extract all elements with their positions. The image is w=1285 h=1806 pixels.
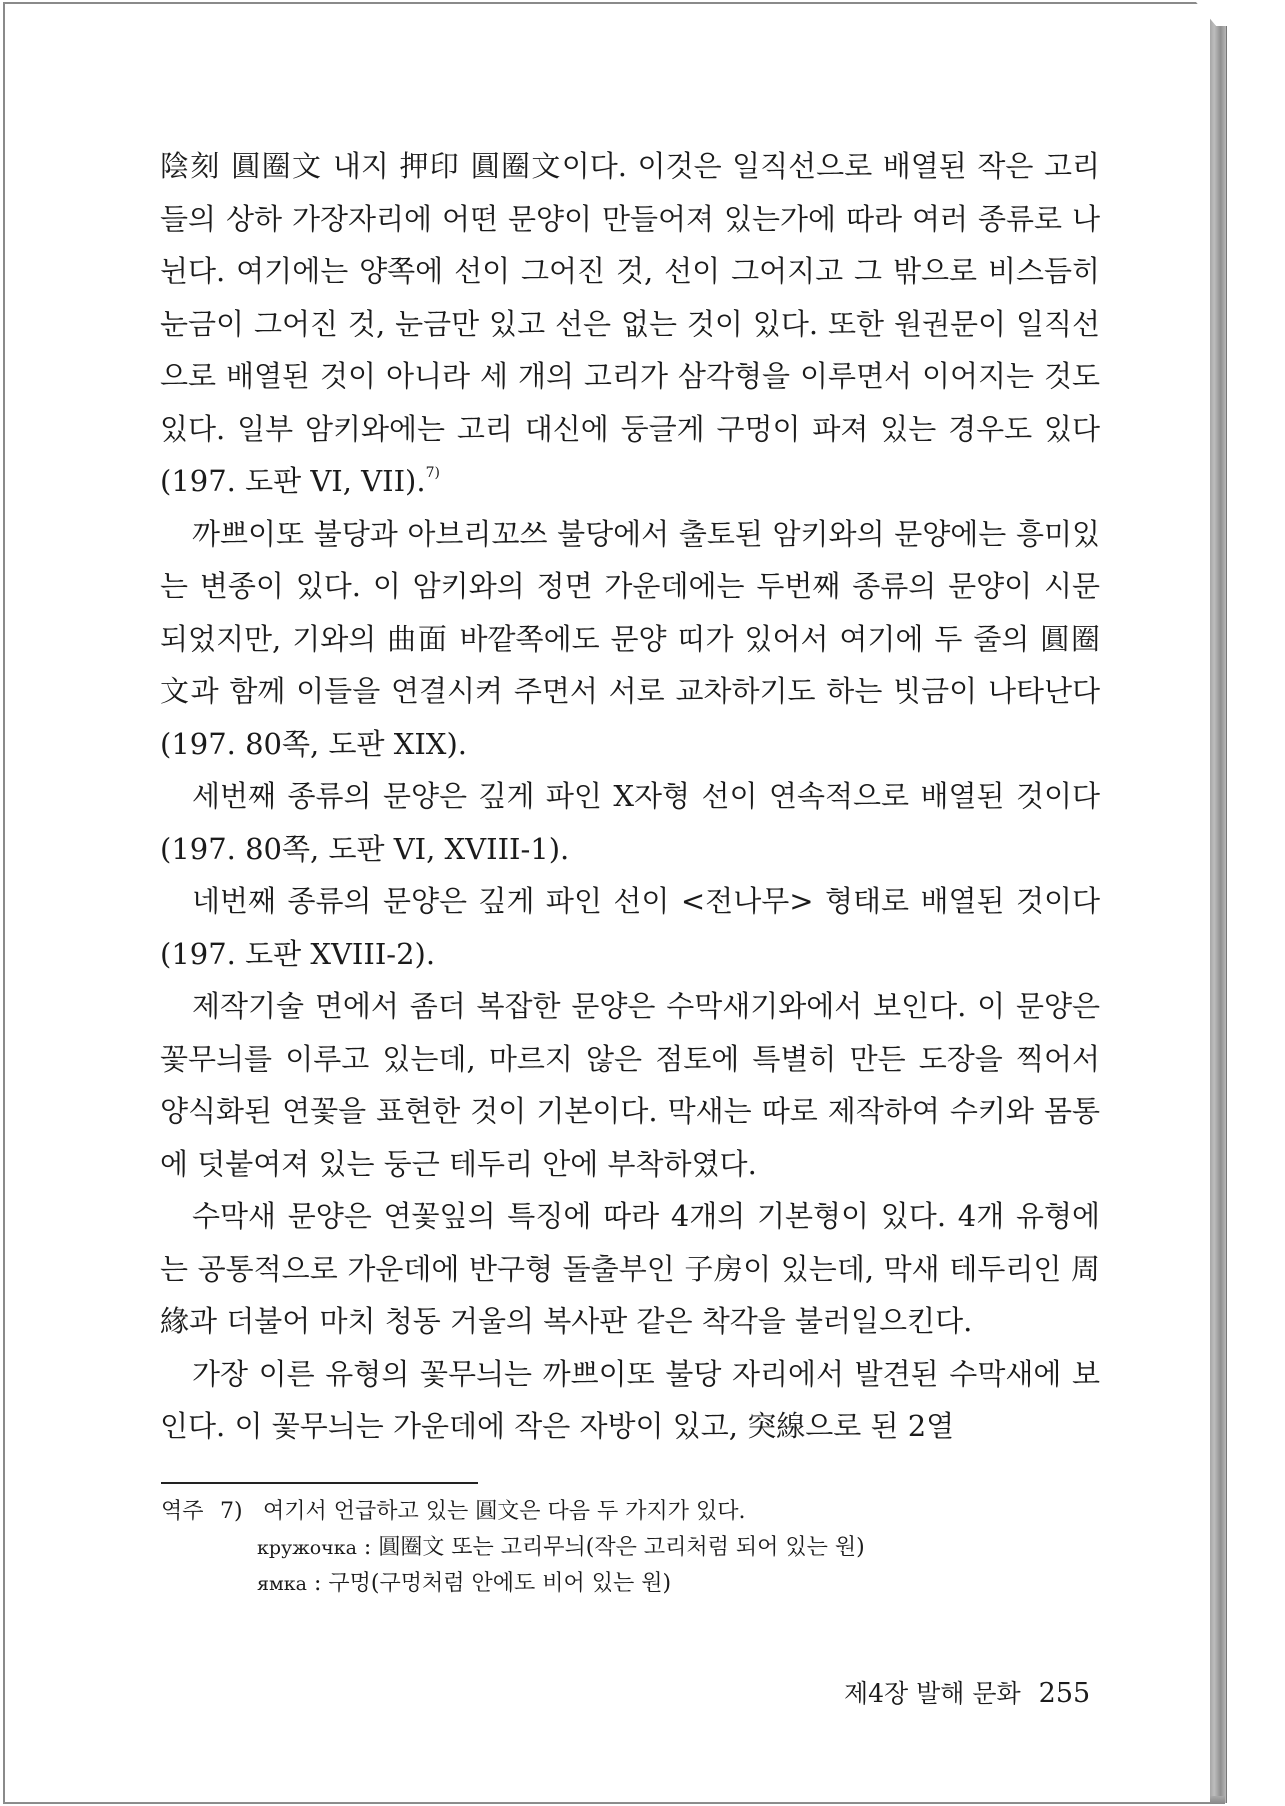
footnote-definition: 구멍(구멍처럼 안에도 비어 있는 원) [328, 1571, 672, 1596]
footnote-definition: 圓圈文 또는 고리무늬(작은 고리처럼 되어 있는 원) [378, 1535, 865, 1560]
paragraph-text: 陰刻 圓圈文 내지 押印 圓圈文이다. 이것은 일직선으로 배열된 작은 고리들의 상하 가장자리에 어떤 문양이 만들어져 있는가에 따라 여러 종류로 나뉜다. 여기에는 양쪽에 선이 그어진 것, 선이 그어지고 그 밖으로 비스듬히 눈금이 그어진 것, 눈금만 있고 선은 없는 것이 있다. 또한 원권문이 일직선으로 배열된 것이 아니라 세 개의 고리가 삼각형을 이루면서 이어지는 것도 있다. 일부 암키와에는 고리 대신에 둥글게 구멍이 파져 있는 경우도 있다(197. 도판 VI, VII). [160, 149, 1100, 498]
paragraph-text: 세번째 종류의 문양은 깊게 파인 X자형 선이 연속적으로 배열된 것이다(197. 80쪽, 도판 VI, XVIII-1). [160, 779, 1100, 866]
footnote-item [161, 1566, 1061, 1602]
paragraph-text: 까쁘이또 불당과 아브리꼬쓰 불당에서 출토된 암키와의 문양에는 흥미있는 변종이 있다. 이 암키와의 정면 가운데에는 두번째 종류의 문양이 시문되었지만, 기와의 曲面 바깥쪽에도 문양 띠가 있어서 여기에 두 줄의 圓圈文과 함께 이들을 연결시켜 주면서 서로 교차하기도 하는 빗금이 나타난다(197. 80쪽, 도판 XIX). [160, 516, 1100, 761]
paragraph-text: 네번째 종류의 문양은 깊게 파인 선이 <전나무> 형태로 배열된 것이다(197. 도판 XVIII-2). [160, 884, 1100, 971]
footnote-term: ямка [257, 1573, 307, 1595]
page-stack-edge-right [1208, 8, 1227, 1803]
body-text [160, 140, 1100, 1453]
footnote-term: кружочка [257, 1537, 357, 1559]
paragraph-text: 수막새 문양은 연꽃잎의 특징에 따라 4개의 기본형이 있다. 4개 유형에는 공통적으로 가운데에 반구형 돌출부인 子房이 있는데, 막새 테두리인 周緣과 더불어 마치 청동 거울의 복사판 같은 착각을 불러일으킨다. [160, 1199, 1100, 1338]
footnote-ref: 7) [425, 465, 440, 481]
chapter-title: 제4장 발해 문화 [844, 1679, 1021, 1708]
footnote [161, 1494, 1061, 1602]
paragraph [160, 770, 1100, 875]
running-footer [844, 1674, 1090, 1710]
footnote-item [161, 1530, 1061, 1566]
paragraph [160, 980, 1100, 1190]
footnote-separator: : [356, 1535, 379, 1560]
paragraph [160, 1190, 1100, 1348]
paragraph [160, 140, 1100, 508]
page-number: 255 [1038, 1678, 1091, 1709]
paragraph [160, 508, 1100, 771]
footnote-divider [161, 1482, 478, 1484]
footnote-separator: : [306, 1571, 329, 1596]
paragraph-text: 제작기술 면에서 좀더 복잡한 문양은 수막새기와에서 보인다. 이 문양은 꽃무늬를 이루고 있는데, 마르지 않은 점토에 특별히 만든 도장을 찍어서 양식화된 연꽃을 표현한 것이 기본이다. 막새는 따로 제작하여 수키와 몸통에 덧붙여져 있는 둥근 테두리 안에 부착하였다. [160, 989, 1100, 1181]
footnote-intro: 여기서 언급하고 있는 圓文은 다음 두 가지가 있다. [263, 1499, 746, 1524]
footnote-number: 7) [220, 1499, 243, 1524]
footnote-tag: 역주 [161, 1499, 204, 1524]
paragraph-text: 가장 이른 유형의 꽃무늬는 까쁘이또 불당 자리에서 발견된 수막새에 보인다. 이 꽃무늬는 가운데에 작은 자방이 있고, 突線으로 된 2열 [160, 1356, 1100, 1443]
paragraph [160, 875, 1100, 980]
paragraph [160, 1348, 1100, 1453]
footnote-intro-line [161, 1494, 1061, 1530]
